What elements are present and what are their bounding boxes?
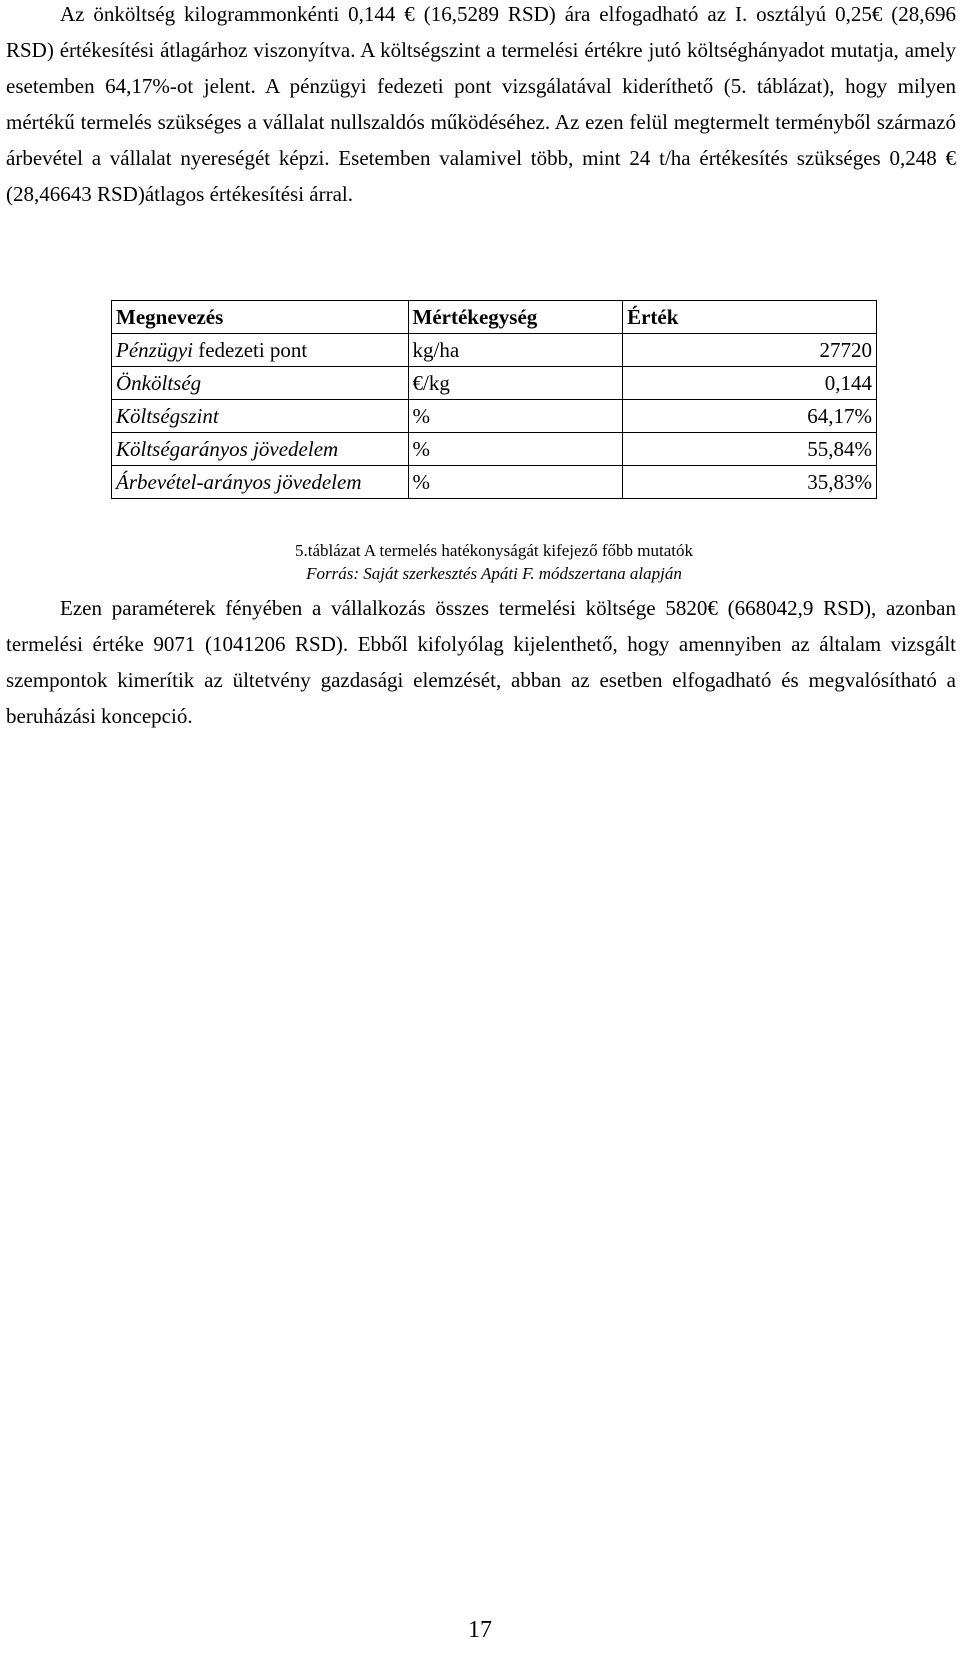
cell-name <box>112 400 409 433</box>
cell-unit: % <box>408 400 623 433</box>
cell-unit: €/kg <box>408 367 623 400</box>
table-header-row <box>112 301 877 334</box>
table-row <box>112 400 877 433</box>
header-value: Érték <box>623 301 877 334</box>
paragraph-intro-text: Az önköltség kilogrammonkénti 0,144 € (16,5289 RSD) ára elfogadható az I. osztályú 0,25€ (28,696 RSD) értékesítési átlagárhoz viszonyítva. A költségszint a termelési értékre jutó költséghányadot mutatja, amely esetemben 64,17%-ot jelent. A pénzügyi fedezeti pont vizsgálatával kideríthető (5. táblázat), hogy milyen mértékű termelés szükséges a vállalat nullszaldós működéséhez. Az ezen felül megtermelt terményből származó árbevétel a vállalat nyereségét képzi. Esetemben valamivel több, mint 24 t/ha értékesítés szükséges 0,248 € (28,46643 RSD)átlagos értékesítési árral. <box>6 2 956 206</box>
paragraph-intro <box>6 0 956 212</box>
page-number: 17 <box>468 1617 492 1643</box>
cell-value: 0,144 <box>623 367 877 400</box>
cell-unit: % <box>408 466 623 499</box>
table-row <box>112 433 877 466</box>
table-source: Forrás: Saját szerkesztés Apáti F. módszertana alapján <box>306 564 682 583</box>
cell-name <box>112 466 409 499</box>
cell-name-italic: Árbevétel-arányos jövedelem <box>116 470 362 494</box>
table-row <box>112 367 877 400</box>
header-name: Megnevezés <box>112 301 409 334</box>
cell-name-italic: Költségarányos jövedelem <box>116 437 339 461</box>
paragraph-conclusion-text: Ezen paraméterek fényében a vállalkozás összes termelési költsége 5820€ (668042,9 RSD), azonban termelési értéke 9071 (1041206 RSD). Ebből kifolyólag kijelenthető, hogy amennyiben az általam vizsgált szempontok kimerítik az ültetvény gazdasági elemzését, abban az esetben elfogadható és megvalósítható a beruházási koncepció. <box>6 596 956 728</box>
cell-name <box>112 433 409 466</box>
paragraph-conclusion <box>6 590 956 734</box>
cell-value: 64,17% <box>623 400 877 433</box>
cell-value: 55,84% <box>623 433 877 466</box>
cell-name <box>112 367 409 400</box>
cell-name-rest: fedezeti pont <box>192 338 308 362</box>
table-caption: 5.táblázat A termelés hatékonyságát kifejező főbb mutatók <box>295 541 693 560</box>
cell-unit: % <box>408 433 623 466</box>
cell-value: 35,83% <box>623 466 877 499</box>
cell-name-italic: Pénzügyi <box>116 338 193 362</box>
table-row <box>112 334 877 367</box>
cell-name <box>112 334 409 367</box>
indicators-table <box>111 300 877 499</box>
table-row <box>112 466 877 499</box>
cell-unit: kg/ha <box>408 334 623 367</box>
cell-name-italic: Költségszint <box>116 404 219 428</box>
cell-value: 27720 <box>623 334 877 367</box>
header-unit: Mértékegység <box>408 301 623 334</box>
cell-name-italic: Önköltség <box>116 371 202 395</box>
